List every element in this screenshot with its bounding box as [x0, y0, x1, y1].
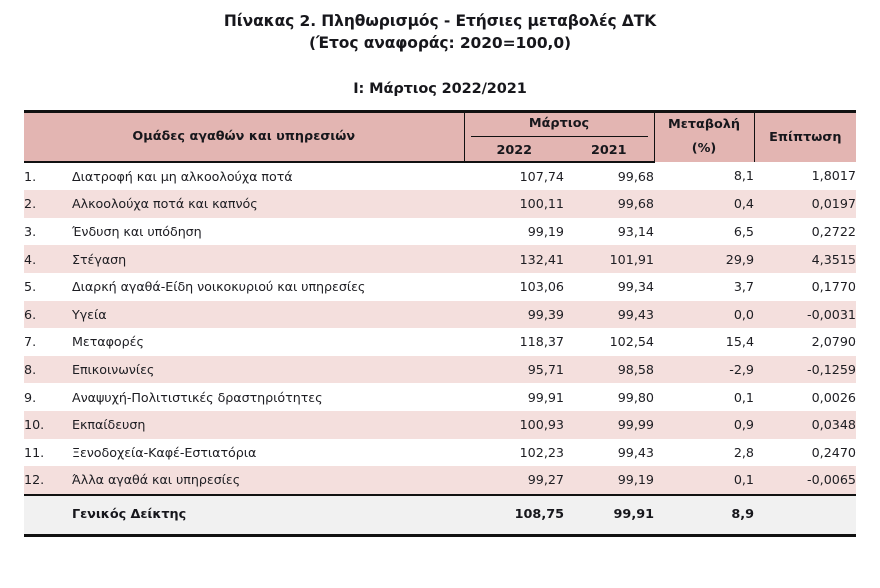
row-change: 2,8	[733, 444, 755, 460]
row-change: 0,4	[654, 190, 754, 218]
row-change: 0,0	[654, 301, 754, 329]
table-container	[24, 110, 856, 537]
row-label: Εκπαίδευση	[72, 411, 464, 439]
row-impact: -0,0031	[754, 301, 856, 329]
row-change: 6,5	[733, 224, 755, 240]
header-month-underline	[471, 136, 648, 137]
inflation-table	[24, 110, 856, 537]
row-number: 4.	[24, 245, 72, 273]
table-header	[24, 111, 856, 161]
header-change-unit: (%)	[691, 141, 717, 157]
row-label: Ξενοδοχεία-Καφέ-Εστιατόρια	[72, 444, 257, 460]
row-impact: -0,0065	[754, 466, 856, 495]
table-row	[24, 439, 856, 467]
row-impact: -0,1259	[754, 356, 856, 384]
table-row	[24, 301, 856, 329]
row-value-2022: 99,39	[464, 301, 564, 329]
header-year-2021: 2021	[564, 141, 654, 162]
total-number	[24, 495, 72, 536]
row-value-2021: 98,58	[564, 356, 654, 384]
row-number: 12.	[24, 466, 72, 495]
table-row	[24, 245, 856, 273]
row-value-2021: 99,99	[564, 411, 654, 439]
header-row	[24, 111, 856, 140]
table-row	[24, 466, 856, 495]
title-block	[0, 0, 880, 97]
row-number: 9.	[24, 389, 37, 405]
row-label: Αλκοολούχα ποτά και καπνός	[72, 190, 464, 218]
row-label: Υγεία	[72, 301, 464, 329]
row-value-2022: 103,06	[519, 279, 565, 295]
row-impact: 0,2722	[811, 224, 857, 240]
table-body	[24, 162, 856, 536]
row-value-2021: 99,19	[564, 466, 654, 495]
row-value-2021: 99,80	[617, 389, 655, 405]
row-number: 6.	[24, 301, 72, 329]
row-value-2022: 107,74	[519, 168, 565, 184]
table-row	[24, 328, 856, 356]
header-year-2022: 2022	[464, 141, 564, 162]
row-number: 1.	[24, 168, 37, 184]
header-month-label: Μάρτιος	[528, 116, 590, 132]
row-value-2022: 118,37	[519, 334, 565, 350]
row-change: 0,1	[733, 389, 755, 405]
row-change: -2,9	[654, 356, 754, 384]
row-value-2021: 93,14	[617, 224, 655, 240]
row-value-2022: 132,41	[464, 245, 564, 273]
total-row	[24, 495, 856, 536]
row-label: Επικοινωνίες	[72, 356, 464, 384]
row-impact: 0,0197	[754, 190, 856, 218]
page-subtitle: (Έτος αναφοράς: 2020=100,0)	[308, 34, 571, 53]
row-number: 3.	[24, 224, 37, 240]
row-label: Στέγαση	[72, 245, 464, 273]
table-row	[24, 356, 856, 384]
row-impact: 0,2470	[811, 444, 857, 460]
row-value-2021: 102,54	[609, 334, 655, 350]
row-value-2022: 95,71	[464, 356, 564, 384]
header-change-label: Μεταβολή	[668, 116, 740, 132]
row-number: 8.	[24, 356, 72, 384]
total-change: 8,9	[654, 495, 754, 536]
row-impact: 4,3515	[754, 245, 856, 273]
row-change: 0,1	[654, 466, 754, 495]
total-label: Γενικός Δείκτης	[72, 495, 464, 536]
row-number: 2.	[24, 190, 72, 218]
row-label: Μεταφορές	[72, 334, 144, 350]
row-number: 7.	[24, 334, 37, 350]
row-impact: 0,1770	[811, 279, 857, 295]
row-change: 8,1	[733, 168, 755, 184]
row-number: 5.	[24, 279, 37, 295]
table-row	[24, 411, 856, 439]
row-value-2022: 99,27	[464, 466, 564, 495]
row-label: Διαρκή αγαθά-Είδη νοικοκυριού και υπηρεσίες	[72, 279, 366, 295]
row-value-2022: 102,23	[519, 444, 565, 460]
table-row	[24, 218, 856, 246]
row-value-2021: 99,34	[617, 279, 655, 295]
page-title: Πίνακας 2. Πληθωρισμός - Ετήσιες μεταβολές ΔΤΚ	[223, 12, 657, 30]
table-row	[24, 273, 856, 301]
row-label: Άλλα αγαθά και υπηρεσίες	[72, 466, 464, 495]
row-value-2022: 99,91	[527, 389, 565, 405]
header-impact: Επίπτωση	[754, 111, 856, 161]
table-row	[24, 383, 856, 411]
table-row	[24, 190, 856, 218]
row-value-2022: 99,19	[527, 224, 565, 240]
row-value-2021: 99,43	[564, 301, 654, 329]
row-value-2021: 99,68	[564, 190, 654, 218]
row-change: 3,7	[733, 279, 755, 295]
row-impact: 2,0790	[811, 334, 857, 350]
total-value-2022: 108,75	[464, 495, 564, 536]
row-value-2022: 100,93	[464, 411, 564, 439]
row-label: Ένδυση και υπόδηση	[72, 224, 202, 240]
row-value-2021: 101,91	[564, 245, 654, 273]
row-impact: 0,0348	[754, 411, 856, 439]
row-impact: 1,8017	[811, 168, 857, 184]
row-number: 11.	[24, 444, 45, 460]
header-groups: Ομάδες αγαθών και υπηρεσιών	[24, 111, 464, 161]
total-impact	[754, 495, 856, 536]
row-value-2021: 99,43	[617, 444, 655, 460]
row-number: 10.	[24, 411, 72, 439]
row-value-2022: 100,11	[464, 190, 564, 218]
header-change	[654, 111, 754, 161]
row-label: Αναψυχή-Πολιτιστικές δραστηριότητες	[72, 389, 323, 405]
row-change: 15,4	[725, 334, 755, 350]
row-change: 29,9	[654, 245, 754, 273]
header-month	[464, 111, 654, 140]
row-impact: 0,0026	[811, 389, 857, 405]
table-row	[24, 162, 856, 191]
row-label: Διατροφή και μη αλκοολούχα ποτά	[72, 168, 293, 184]
row-value-2021: 99,68	[617, 168, 655, 184]
period-label: Ι: Μάρτιος 2022/2021	[353, 80, 527, 97]
row-change: 0,9	[654, 411, 754, 439]
total-value-2021: 99,91	[564, 495, 654, 536]
